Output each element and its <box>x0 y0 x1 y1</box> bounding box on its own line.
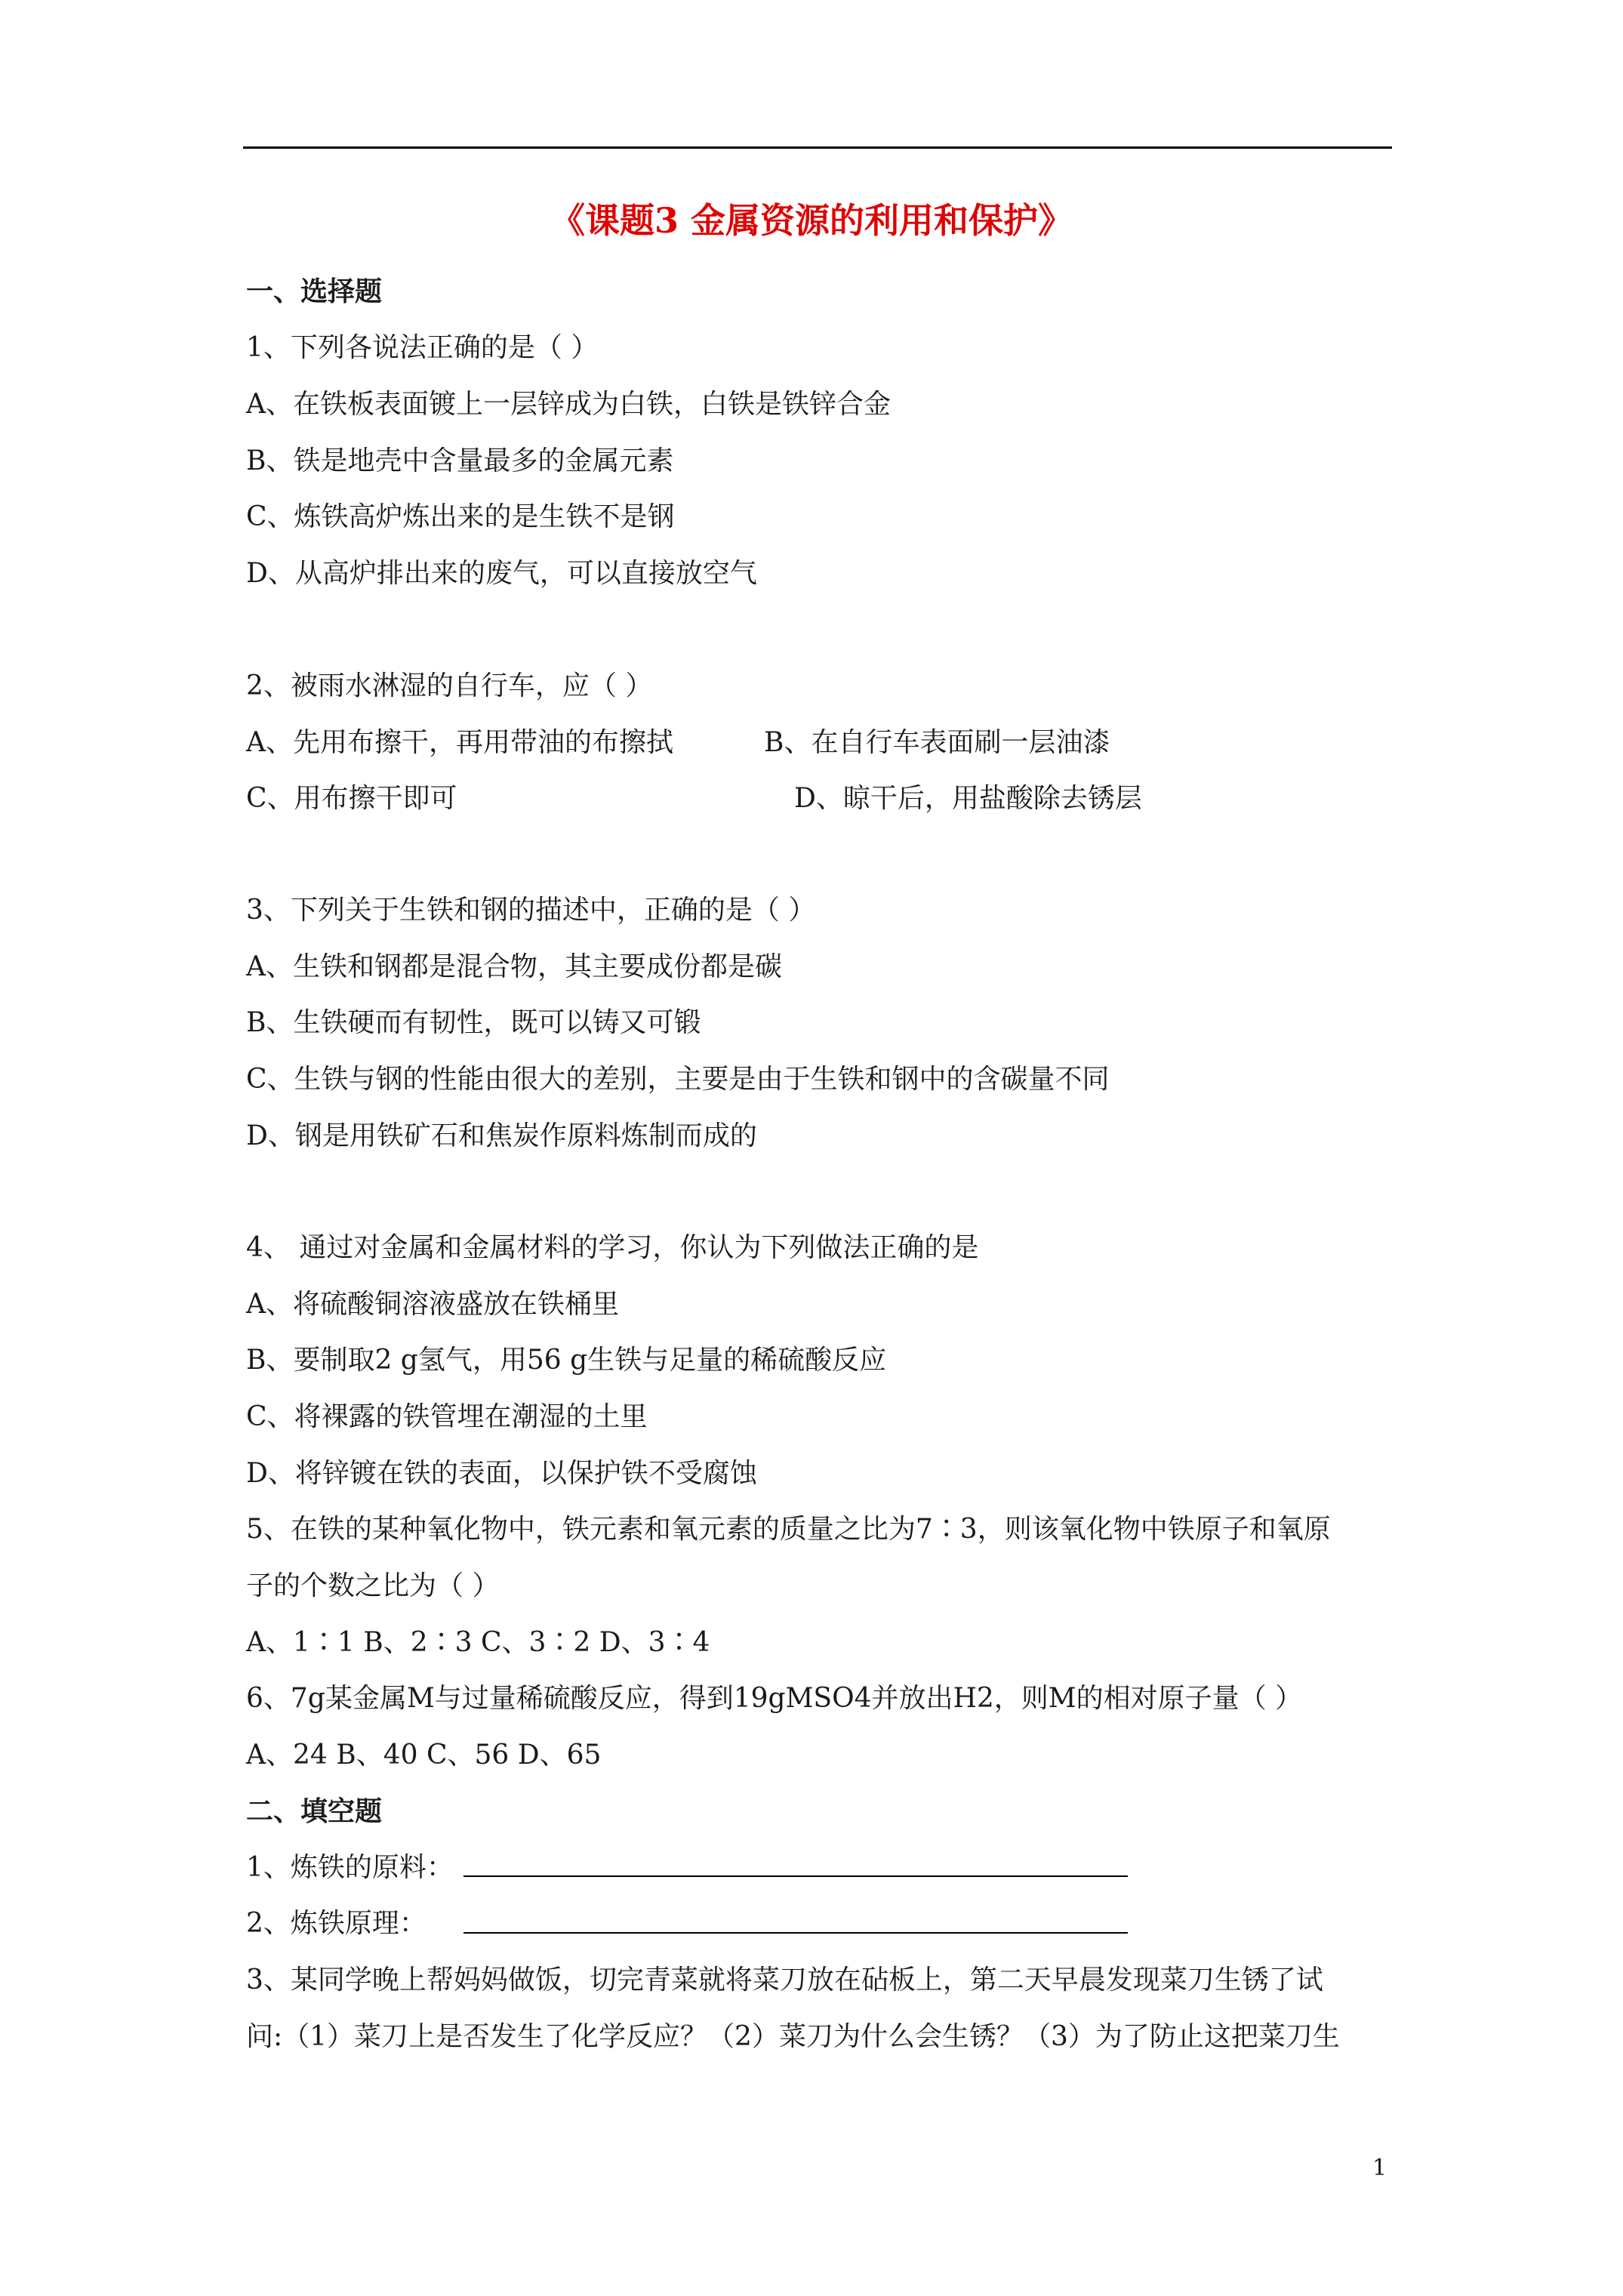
question-1-option-a: A、在铁板表面镀上一层锌成为白铁，白铁是铁锌合金 <box>246 389 891 420</box>
question-3-option-d: D、钢是用铁矿石和焦炭作原料炼制而成的 <box>246 1120 757 1151</box>
fill-question-3-line-1: 3、某同学晚上帮妈妈做饭，切完青菜就将菜刀放在砧板上，第二天早晨发现菜刀生锈了试 <box>246 1965 1323 1996</box>
fill-question-3-line-2: 问:（1）菜刀上是否发生了化学反应？（2）菜刀为什么会生锈？（3）为了防止这把菜刀生 <box>246 2021 1340 2052</box>
page-number: 1 <box>1372 2155 1387 2181</box>
question-3-option-a: A、生铁和钢都是混合物，其主要成份都是碳 <box>246 951 782 982</box>
question-1-stem: 1、下列各说法正确的是（ ） <box>246 332 599 363</box>
fill-question-1: 1、炼铁的原料： <box>246 1852 454 1883</box>
question-4-stem: 4、 通过对金属和金属材料的学习，你认为下列做法正确的是 <box>246 1232 979 1263</box>
question-6-options: A、24 B、40 C、56 D、65 <box>246 1740 602 1771</box>
document-title: 《课题3 金属资源的利用和保护》 <box>550 200 1073 241</box>
question-2-option-c: C、用布擦干即可 <box>246 783 457 814</box>
fill-question-2: 2、炼铁原理： <box>246 1908 427 1939</box>
question-3-option-c: C、生铁与钢的性能由很大的差别，主要是由于生铁和钢中的含碳量不同 <box>246 1064 1110 1095</box>
fill-answer-blank-2 <box>463 1932 1128 1934</box>
question-5-options: A、1∶1 B、2∶3 C、3∶2 D、3∶4 <box>246 1627 710 1658</box>
question-1-option-c: C、炼铁高炉炼出来的是生铁不是钢 <box>246 501 675 532</box>
question-3-option-b: B、生铁硬而有韧性，既可以铸又可锻 <box>246 1007 701 1038</box>
question-1-option-b: B、铁是地壳中含量最多的金属元素 <box>246 445 674 476</box>
question-2-option-a: A、先用布擦干，再用带油的布擦拭 <box>246 727 673 758</box>
section-heading-fill-in: 二、填空题 <box>246 1795 383 1827</box>
header-rule <box>243 146 1392 149</box>
question-2-option-d: D、晾干后，用盐酸除去锈层 <box>794 783 1142 814</box>
question-3-stem: 3、下列关于生铁和钢的描述中，正确的是（ ） <box>246 895 816 926</box>
question-5-stem-line-2: 子的个数之比为（ ） <box>246 1570 500 1601</box>
question-4-option-a: A、将硫酸铜溶液盛放在铁桶里 <box>246 1289 619 1320</box>
question-6-stem: 6、7g某金属M与过量稀硫酸反应，得到19gMSO4并放出H2，则M的相对原子量（ ） <box>246 1683 1303 1714</box>
question-2-option-b: B、在自行车表面刷一层油漆 <box>764 727 1110 758</box>
question-4-option-b: B、要制取2 g氢气，用56 g生铁与足量的稀硫酸反应 <box>246 1345 887 1376</box>
question-4-option-d: D、将锌镀在铁的表面，以保护铁不受腐蚀 <box>246 1458 757 1489</box>
question-1-option-d: D、从高炉排出来的废气，可以直接放空气 <box>246 558 757 589</box>
section-heading-choice: 一、选择题 <box>246 276 383 307</box>
question-5-stem-line-1: 5、在铁的某种氧化物中，铁元素和氧元素的质量之比为7∶3，则该氧化物中铁原子和氧原 <box>246 1514 1331 1545</box>
question-4-option-c: C、将裸露的铁管埋在潮湿的土里 <box>246 1401 648 1432</box>
fill-answer-blank-1 <box>463 1875 1128 1877</box>
question-2-stem: 2、被雨水淋湿的自行车，应（ ） <box>246 670 653 701</box>
